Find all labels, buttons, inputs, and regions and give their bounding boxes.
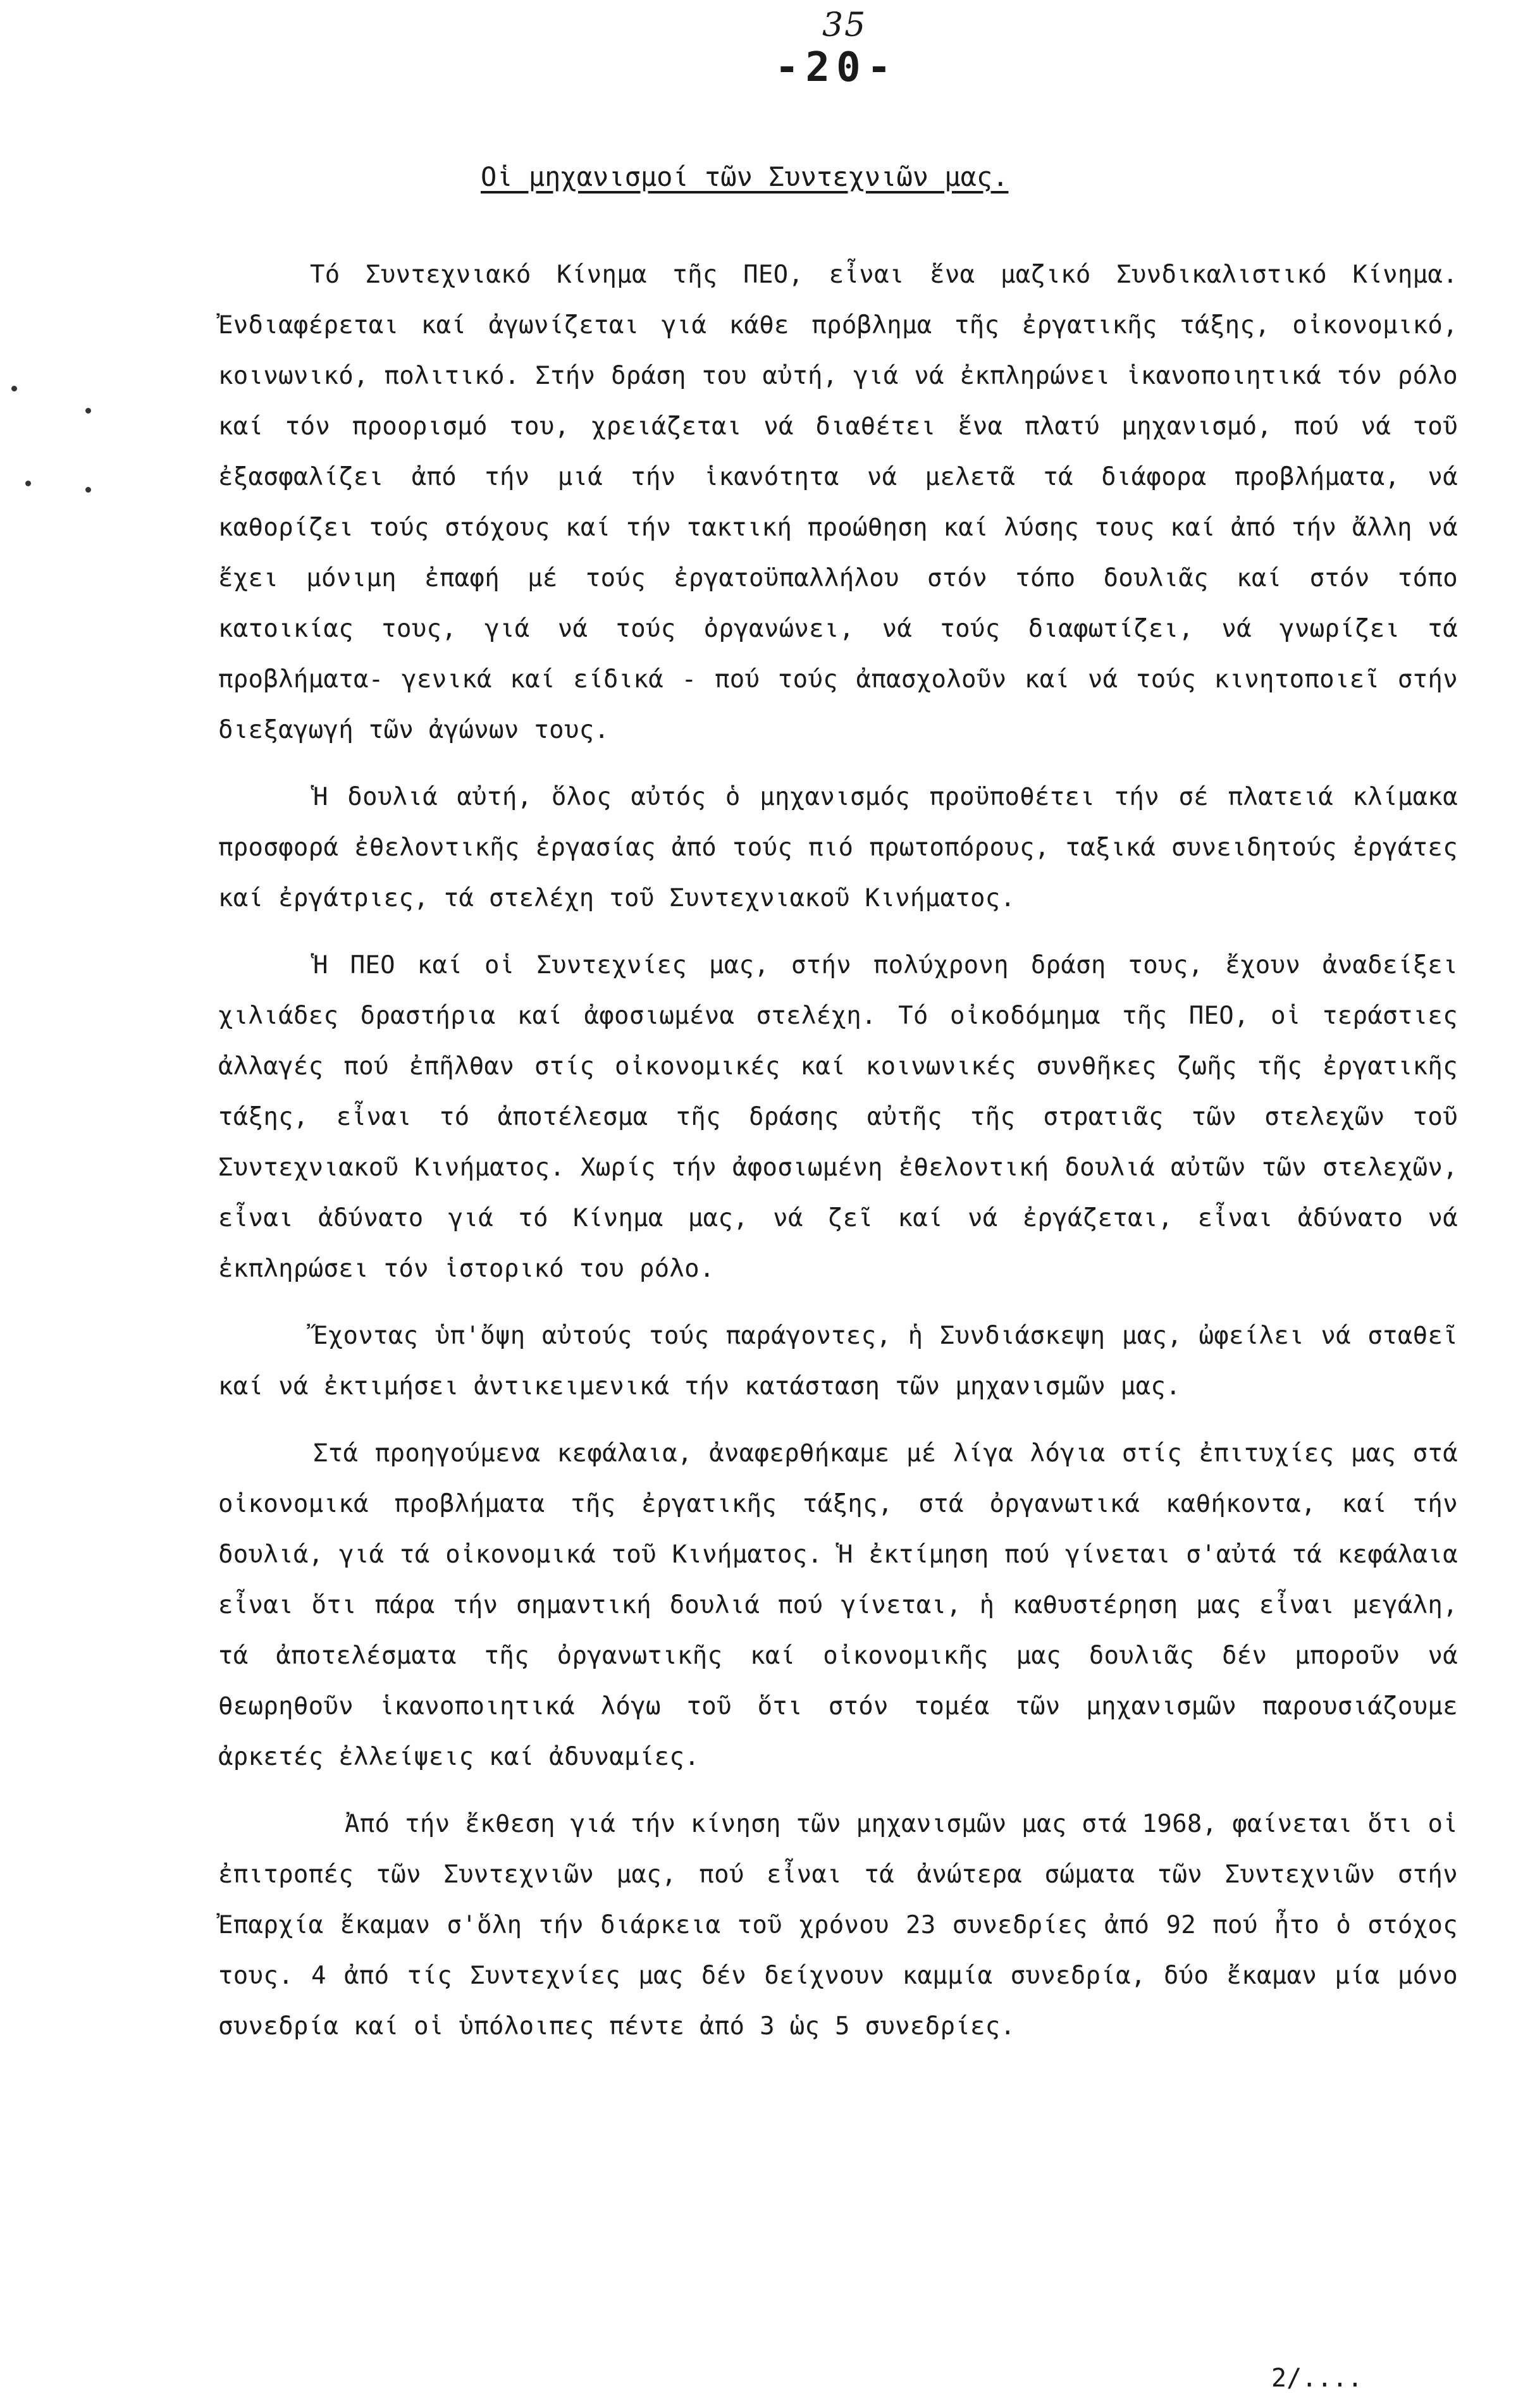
paragraph-4: Ἔχοντας ὑπ'ὄψη αὐτούς τούς παράγοντες, ἡ Συνδιάσκεψη μας, ὠφείλει νά σταθεῖ καί νά ἐκτιμήσει ἀντικειμενικά τήν κατάσταση τῶν μηχανισμῶν μας. xyxy=(218,1322,1458,1401)
margin-dot-mark xyxy=(25,481,31,486)
paragraph-1: Τό Συντεχνιακό Κίνημα τῆς ΠΕΟ, εἶναι ἕνα μαζικό Συνδικαλιστικό Κίνημα. Ἐνδιαφέρεται καί ἀγωνίζεται γιά κάθε πρόβλημα τῆς ἐργατικῆς τάξης, οἰκονομικό, κοινωνικό, πολιτικό. Στήν δράση του αὐτή, γιά νά ἐκπληρώνει ἱκανοποιητικά τόν ρόλο καί τόν προορισμό του, χρειάζεται νά διαθέτει ἕνα πλατύ μηχανισμό, πού νά τοῦ ἐξασφαλίζει ἀπό τήν μιά τήν ἱκανότητα νά μελετᾶ τά διάφορα προβλήματα, νά καθορίζει τούς στόχους καί τήν τακτική προώθηση καί λύσης τους καί ἀπό τήν ἄλλη νά ἔχει μόνιμη ἐπαφή μέ τούς ἐργατοϋπαλλήλου στόν τόπο δουλιᾶς καί στόν τόπο κατοικίας τους, γιά νά τούς ὀργανώνει, νά τούς διαφωτίζει, νά γνωρίζει τά προβλήματα- γενικά καί είδικά - πού τούς ἀπασχολοῦν καί νά τούς κινητοποιεῖ στήν διεξαγωγή τῶν ἀγώνων τους. xyxy=(218,261,1458,744)
section-title: Οἱ μηχανισμοί τῶν Συντεχνιῶν μας. xyxy=(481,161,1009,192)
handwritten-page-number: 35 xyxy=(822,6,867,44)
paragraph-5: Στά προηγούμενα κεφάλαια, ἀναφερθήκαμε μέ λίγα λόγια στίς ἐπιτυχίες μας στά οἰκονομικά προβλήματα τῆς ἐργατικῆς τάξης, στά ὀργανωτικά καθήκοντα, καί τήν δουλιά, γιά τά οἰκονομικά τοῦ Κινήματος. Ἡ ἐκτίμηση πού γίνεται σ'αὐτά τά κεφάλαια εἶναι ὅτι πάρα τήν σημαντική δουλιά πού γίνεται, ἡ καθυστέρηση μας εἶναι μεγάλη, τά ἀποτελέσματα τῆς ὀργανωτικῆς καί οἰκονομικῆς μας δουλιᾶς δέν μποροῦν νά θεωρηθοῦν ἱκανοποιητικά λόγω τοῦ ὅτι στόν τομέα τῶν μηχανισμῶν παρουσιάζουμε ἀρκετές ἐλλείψεις καί ἀδυναμίες. xyxy=(218,1439,1458,1771)
paragraph-6: Ἀπό τήν ἔκθεση γιά τήν κίνηση τῶν μηχανισμῶν μας στά 1968, φαίνεται ὅτι οἱ ἐπιτροπές τῶν Συντεχνιῶν μας, πού εἶναι τά ἀνώτερα σώματα τῶν Συντεχνιῶν στήν Ἐπαρχία ἔκαμαν σ'ὅλη τήν διάρκεια τοῦ χρόνου 23 συνεδρίες ἀπό 92 πού ἦτο ὁ στόχος τους. 4 ἀπό τίς Συντεχνίες μας δέν δείχνουν καμμία συνεδρία, δύο ἔκαμαν μία μόνο συνεδρία καί οἱ ὑπόλοιπες πέντε ἀπό 3 ὡς 5 συνεδρίες. xyxy=(218,1810,1458,2041)
paragraph-2: Ἡ δουλιά αὐτή, ὅλος αὐτός ὁ μηχανισμός προϋποθέτει τήν σέ πλατειά κλίμακα προσφορά ἐθελοντικῆς ἐργασίας ἀπό τούς πιό πρωτοπόρους, ταξικά συνειδητούς ἐργάτες καί ἐργάτριες, τά στελέχη τοῦ Συντεχνιακοῦ Κινήματος. xyxy=(218,783,1458,912)
margin-dot-mark xyxy=(85,487,91,493)
typed-page-number: -20- xyxy=(775,44,898,91)
paragraph-3: Ἡ ΠΕΟ καί οἱ Συντεχνίες μας, στήν πολύχρονη δράση τους, ἔχουν ἀναδείξει χιλιάδες δραστήρια καί ἀφοσιωμένα στελέχη. Τό οἰκοδόμημα τῆς ΠΕΟ, οἱ τεράστιες ἀλλαγές πού ἐπῆλθαν στίς οἰκονομικές καί κοινωνικές συνθῆκες ζωῆς τῆς ἐργατικῆς τάξης, εἶναι τό ἀποτέλεσμα τῆς δράσης αὐτῆς τῆς στρατιᾶς τῶν στελεχῶν τοῦ Συντεχνιακοῦ Κινήματος. Χωρίς τήν ἀφοσιωμένη ἐθελοντική δουλιά αὐτῶν τῶν στελεχῶν, εἶναι ἀδύνατο γιά τό Κίνημα μας, νά ζεῖ καί νά ἐργάζεται, εἶναι ἀδύνατο νά ἐκπληρώσει τόν ἱστορικό του ρόλο. xyxy=(218,951,1458,1283)
continuation-marker: 2/.... xyxy=(1271,2364,1363,2393)
body-text xyxy=(218,250,1458,2068)
margin-dot-mark xyxy=(11,386,17,391)
margin-dot-mark xyxy=(85,408,91,414)
